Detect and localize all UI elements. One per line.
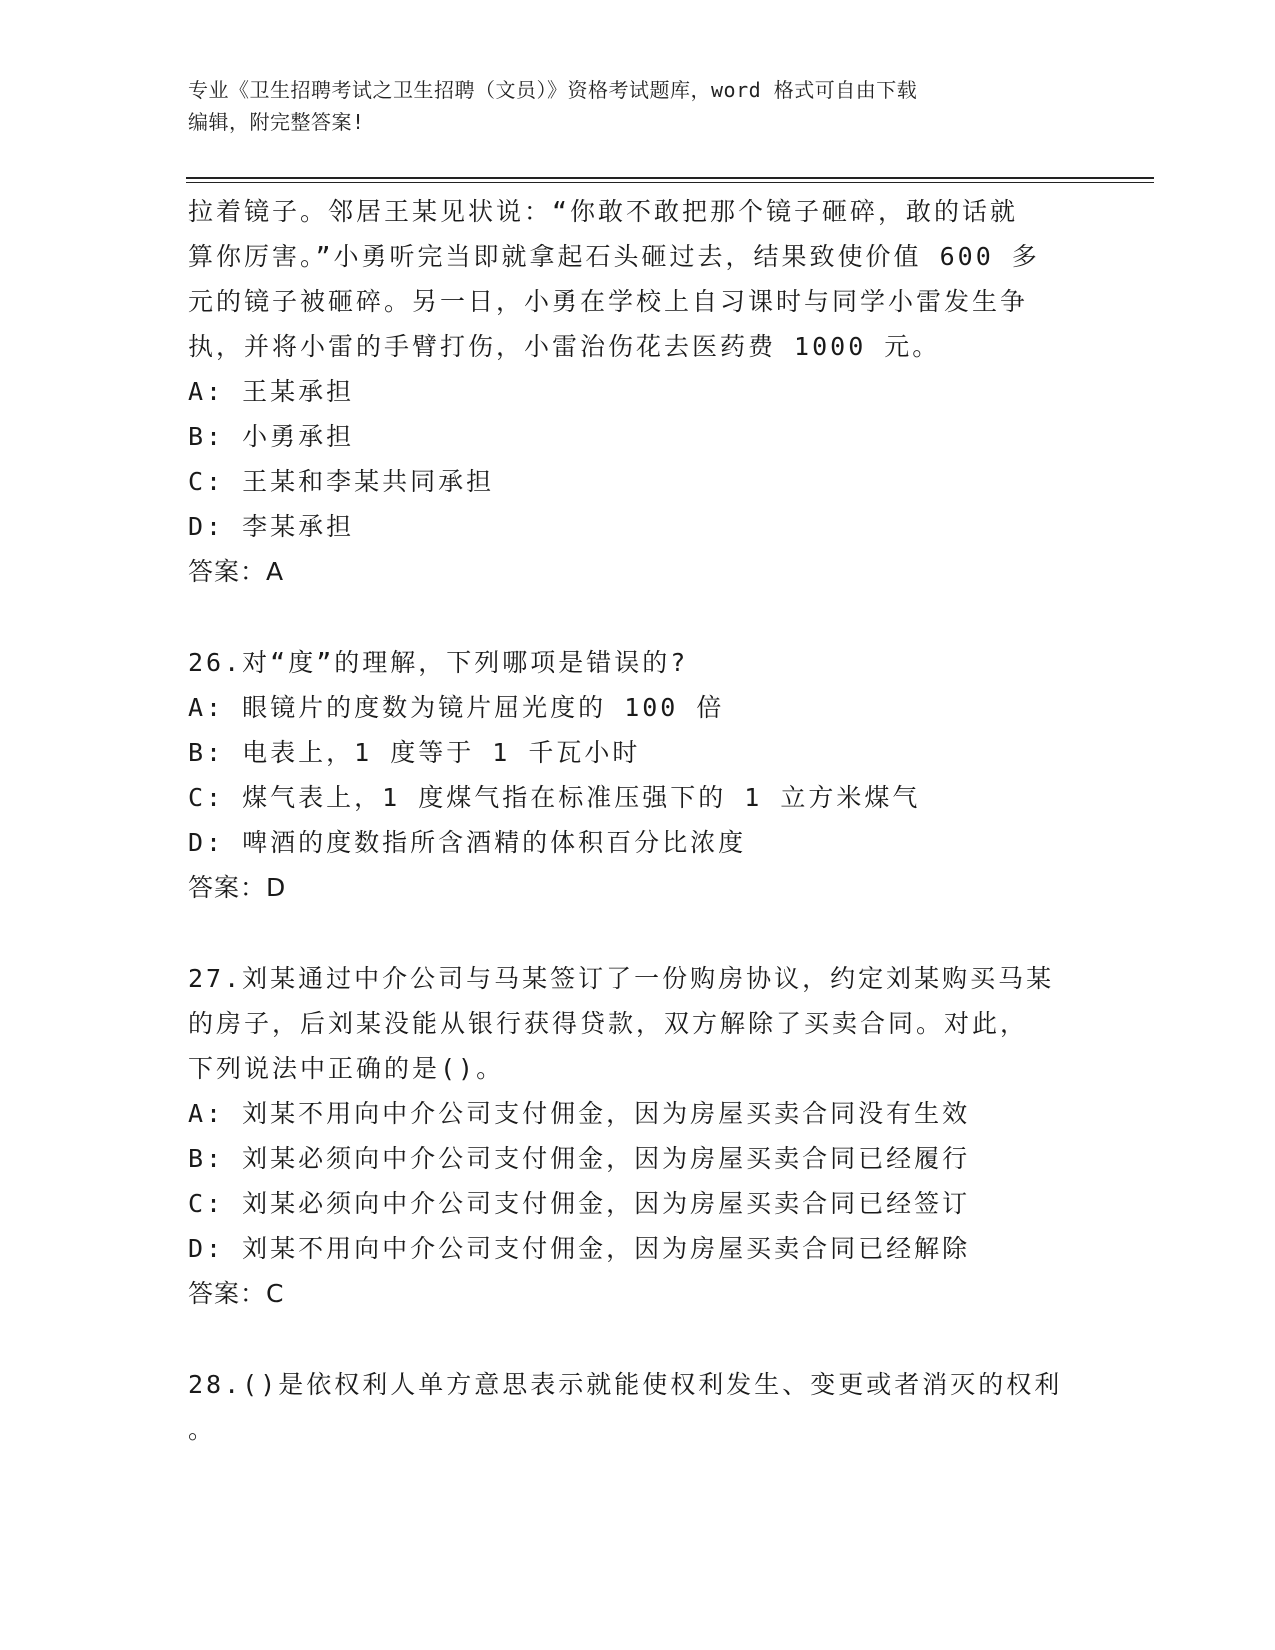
question-text-line: 的房子，后刘某没能从银行获得贷款，双方解除了买卖合同。对此， [188,1009,1029,1038]
header-line-1: 专业《卫生招聘考试之卫生招聘（文员）》资格考试题库，word 格式可自由下载 [188,78,918,102]
question-text-line: 执，并将小雷的手臂打伤，小雷治伤花去医药费 1000 元。 [188,332,941,361]
option-d: D: 李某承担 [188,512,355,541]
question-text-line: 算你厉害。”小勇听完当即就拿起石头砸过去，结果致使价值 600 多 [188,242,1040,271]
header-line-2: 编辑，附完整答案! [188,110,365,134]
option-a: A: 眼镜片的度数为镜片屈光度的 100 倍 [188,693,725,722]
question-26 [188,640,1088,910]
header-divider-thin [186,182,1154,183]
option-d: D: 啤酒的度数指所含酒精的体积百分比浓度 [188,828,747,857]
page-header [188,74,1088,138]
answer-line: 答案：C [188,1279,285,1308]
spacer [188,1316,1088,1362]
question-text-line: 拉着镜子。邻居王某见状说：“你敢不敢把那个镜子砸碎，敢的话就 [188,197,1019,226]
question-text-line: 下列说法中正确的是()。 [188,1054,505,1083]
option-c: C: 煤气表上，1 度煤气指在标准压强下的 1 立方米煤气 [188,783,921,812]
answer-line: 答案：A [188,557,285,586]
option-a: A: 刘某不用向中介公司支付佣金，因为房屋买卖合同没有生效 [188,1099,971,1128]
option-c: C: 王某和李某共同承担 [188,467,495,496]
spacer [188,594,1088,640]
option-b: B: 电表上，1 度等于 1 千瓦小时 [188,738,641,767]
question-text-line: 元的镜子被砸碎。另一日，小勇在学校上自习课时与同学小雷发生争 [188,287,1029,316]
question-27 [188,956,1088,1316]
question-text-line: 。 [188,1415,217,1444]
header-divider-thick [186,177,1154,179]
question-content [188,189,1088,1452]
question-text-line: 27.刘某通过中介公司与马某签订了一份购房协议，约定刘某购买马某 [188,964,1055,993]
spacer [188,910,1088,956]
option-c: C: 刘某必须向中介公司支付佣金，因为房屋买卖合同已经签订 [188,1189,971,1218]
option-a: A: 王某承担 [188,377,355,406]
option-d: D: 刘某不用向中介公司支付佣金，因为房屋买卖合同已经解除 [188,1234,971,1263]
option-b: B: 刘某必须向中介公司支付佣金，因为房屋买卖合同已经履行 [188,1144,971,1173]
question-25 [188,189,1088,594]
question-text-line: 28.()是依权利人单方意思表示就能使权利发生、变更或者消灭的权利 [188,1370,1063,1399]
question-28 [188,1362,1088,1452]
option-b: B: 小勇承担 [188,422,355,451]
question-text-line: 26.对“度”的理解，下列哪项是错误的? [188,648,689,677]
answer-line: 答案：D [188,873,287,902]
